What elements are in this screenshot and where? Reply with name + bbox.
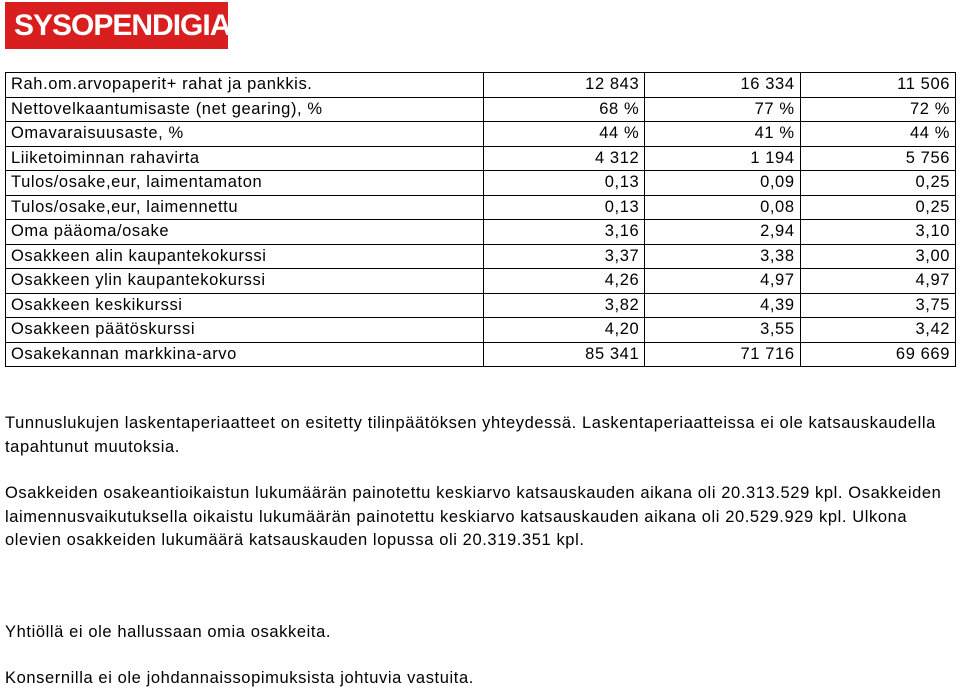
- own-shares-paragraph: Yhtiöllä ei ole hallussaan omia osakkeita.: [5, 623, 332, 641]
- table-row: [6, 318, 956, 343]
- row-label: Osakkeen alin kaupantekokurssi: [6, 244, 484, 269]
- value-col-1: 3,37: [483, 244, 644, 269]
- table-row: [6, 122, 956, 147]
- row-label: Liiketoiminnan rahavirta: [6, 146, 484, 171]
- value-col-3: 5 756: [800, 146, 955, 171]
- value-col-3: 72 %: [800, 97, 955, 122]
- row-label: Tulos/osake,eur, laimennettu: [6, 195, 484, 220]
- table-row: [6, 195, 956, 220]
- value-col-2: 0,09: [645, 171, 800, 196]
- value-col-2: 41 %: [645, 122, 800, 147]
- value-col-3: 44 %: [800, 122, 955, 147]
- row-label: Omavaraisuusaste, %: [6, 122, 484, 147]
- value-col-3: 4,97: [800, 269, 955, 294]
- value-col-3: 3,42: [800, 318, 955, 343]
- table-row: [6, 73, 956, 98]
- value-col-3: 3,10: [800, 220, 955, 245]
- table-row: [6, 342, 956, 367]
- value-col-3: 3,75: [800, 293, 955, 318]
- value-col-2: 0,08: [645, 195, 800, 220]
- table-row: [6, 171, 956, 196]
- key-figures-body: [6, 73, 956, 367]
- value-col-3: 0,25: [800, 171, 955, 196]
- share-count-paragraph: Osakkeiden osakeantioikaistun lukumäärän painotettu keskiarvo katsauskauden aikana oli 20.313.529 kpl. Osakkeiden laimennusvaikutuksella oikaistu lukumäärän painotettu keskiarvo katsauskauden aikana oli 20.529.929 kpl. Ulkona olevien osakkeiden lukumäärä katsauskauden lopussa oli 20.319.351 kpl.: [5, 484, 942, 549]
- value-col-2: 77 %: [645, 97, 800, 122]
- table-row: [6, 97, 956, 122]
- row-label: Oma pääoma/osake: [6, 220, 484, 245]
- value-col-3: 0,25: [800, 195, 955, 220]
- value-col-2: 4,39: [645, 293, 800, 318]
- value-col-2: 3,38: [645, 244, 800, 269]
- value-col-1: 3,16: [483, 220, 644, 245]
- value-col-2: 16 334: [645, 73, 800, 98]
- row-label: Tulos/osake,eur, laimentamaton: [6, 171, 484, 196]
- table-row: [6, 244, 956, 269]
- row-label: Osakekannan markkina-arvo: [6, 342, 484, 367]
- value-col-1: 0,13: [483, 171, 644, 196]
- table-row: [6, 220, 956, 245]
- value-col-1: 12 843: [483, 73, 644, 98]
- company-logo: SYSOPENDIGIA: [5, 2, 228, 49]
- row-label: Rah.om.arvopaperit+ rahat ja pankkis.: [6, 73, 484, 98]
- derivatives-paragraph: Konsernilla ei ole johdannaissopimuksista johtuvia vastuita.: [5, 669, 474, 687]
- row-label: Osakkeen päätöskurssi: [6, 318, 484, 343]
- value-col-3: 11 506: [800, 73, 955, 98]
- value-col-1: 44 %: [483, 122, 644, 147]
- value-col-1: 4,26: [483, 269, 644, 294]
- table-row: [6, 269, 956, 294]
- value-col-3: 69 669: [800, 342, 955, 367]
- value-col-2: 3,55: [645, 318, 800, 343]
- key-figures-table: [5, 72, 956, 367]
- row-label: Osakkeen keskikurssi: [6, 293, 484, 318]
- row-label: Osakkeen ylin kaupantekokurssi: [6, 269, 484, 294]
- value-col-1: 68 %: [483, 97, 644, 122]
- value-col-3: 3,00: [800, 244, 955, 269]
- value-col-2: 4,97: [645, 269, 800, 294]
- value-col-1: 4 312: [483, 146, 644, 171]
- value-col-2: 2,94: [645, 220, 800, 245]
- row-label: Nettovelkaantumisaste (net gearing), %: [6, 97, 484, 122]
- value-col-1: 0,13: [483, 195, 644, 220]
- value-col-2: 71 716: [645, 342, 800, 367]
- table-row: [6, 146, 956, 171]
- value-col-1: 4,20: [483, 318, 644, 343]
- value-col-2: 1 194: [645, 146, 800, 171]
- value-col-1: 85 341: [483, 342, 644, 367]
- accounting-principles-paragraph: Tunnuslukujen laskentaperiaatteet on esitetty tilinpäätöksen yhteydessä. Laskentaperiaatteissa ei ole katsauskaudella tapahtunut muutoksia.: [5, 414, 936, 456]
- value-col-1: 3,82: [483, 293, 644, 318]
- table-row: [6, 293, 956, 318]
